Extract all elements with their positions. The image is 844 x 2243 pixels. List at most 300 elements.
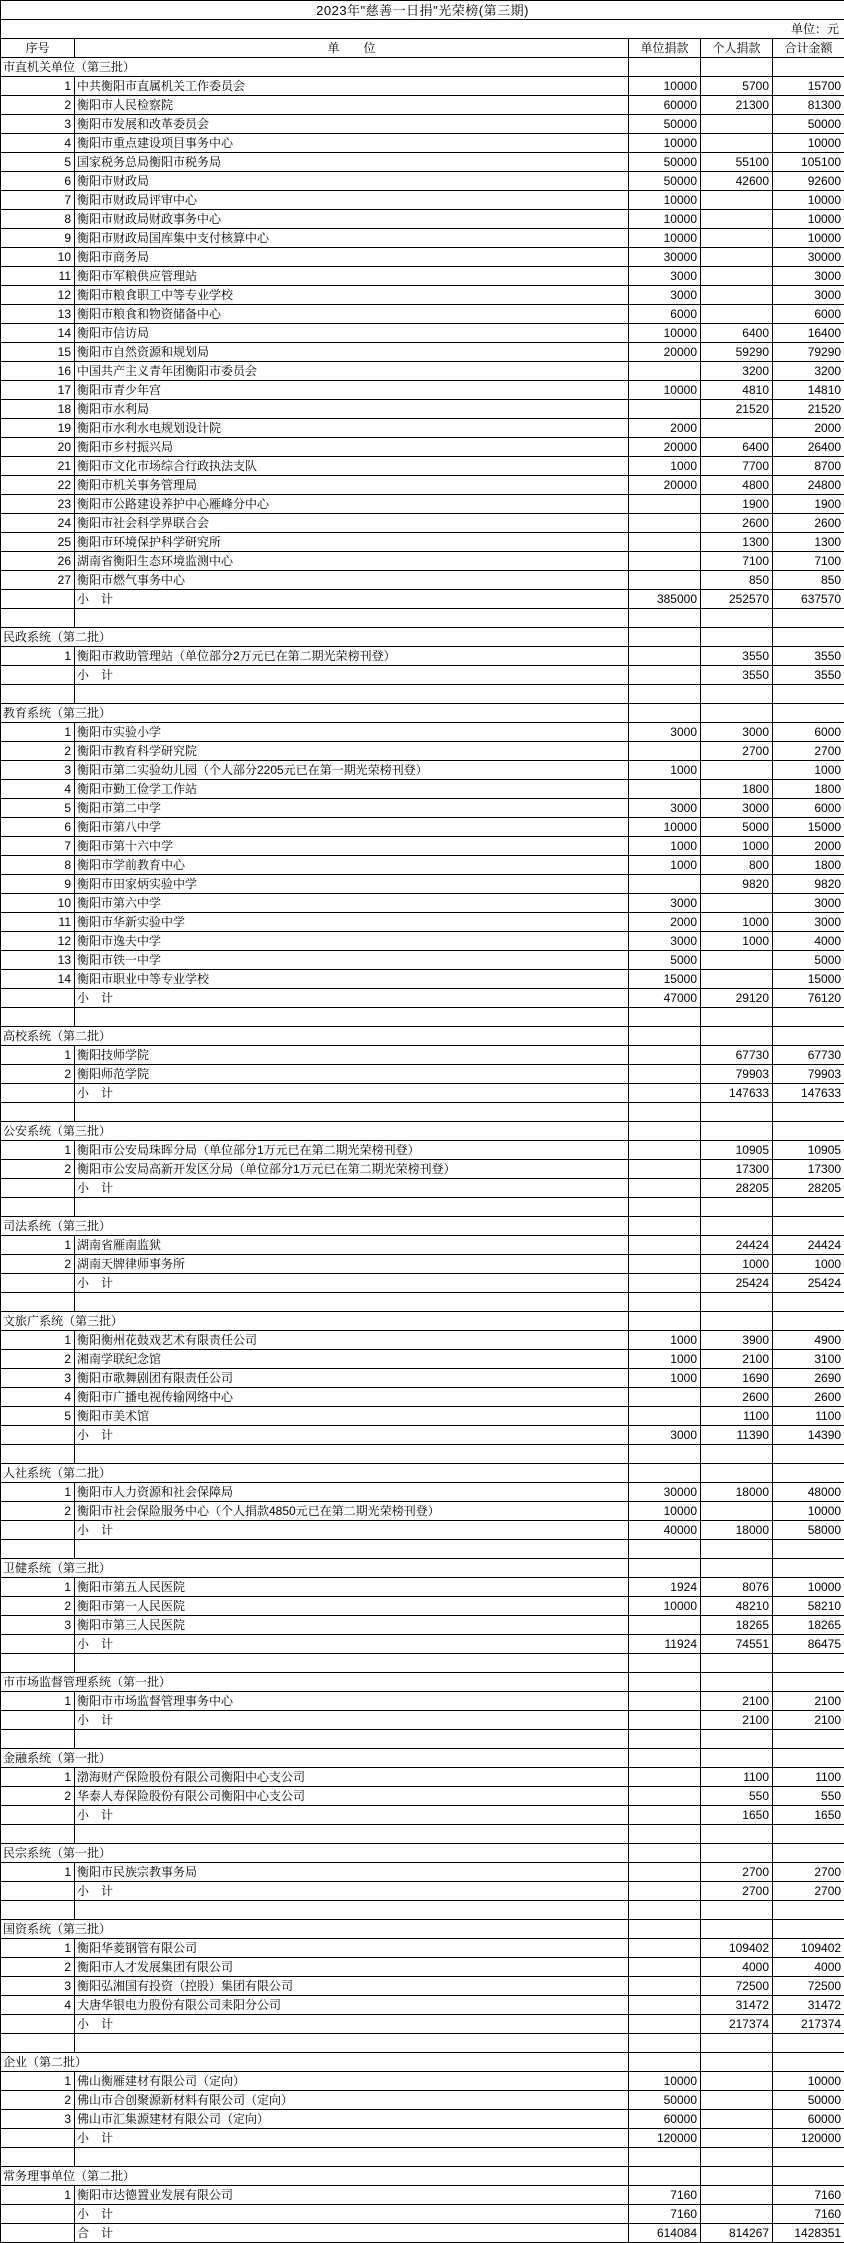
empty-total-cell [773, 1445, 844, 1464]
total-cell: 3000 [773, 894, 844, 913]
unit-note-row [1, 20, 844, 39]
unit-name-cell: 衡阳市第一人民医院 [75, 1597, 629, 1616]
subtotal-total-cell: 86475 [773, 1635, 844, 1654]
subtotal-total-cell: 2700 [773, 1882, 844, 1901]
table-row [1, 1939, 844, 1958]
total-cell: 3100 [773, 1350, 844, 1369]
empty-personal-donation-cell [701, 1445, 773, 1464]
empty-unit-cell [75, 685, 629, 704]
empty-unit-cell [75, 2034, 629, 2053]
table-row [1, 1977, 844, 1996]
personal-donation-cell: 1900 [701, 495, 773, 514]
subtotal-org-cell [629, 2015, 701, 2034]
total-cell: 6000 [773, 799, 844, 818]
subtotal-personal-cell [701, 2129, 773, 2148]
subtotal-personal-cell: 147633 [701, 1084, 773, 1103]
table-row [1, 932, 844, 951]
empty-unit-cell [75, 1445, 629, 1464]
empty-personal-donation-cell [701, 1217, 773, 1236]
col-header-index: 序号 [1, 39, 75, 58]
empty-index-cell [1, 1084, 75, 1103]
empty-org-donation-cell [629, 1464, 701, 1483]
total-cell: 18265 [773, 1616, 844, 1635]
total-cell: 10905 [773, 1141, 844, 1160]
org-donation-cell: 10000 [629, 381, 701, 400]
total-cell: 2700 [773, 742, 844, 761]
subtotal-personal-cell: 28205 [701, 1179, 773, 1198]
personal-donation-cell: 5000 [701, 818, 773, 837]
unit-name-cell: 渤海财产保险股份有限公司衡阳中心支公司 [75, 1768, 629, 1787]
empty-index-cell [1, 1293, 75, 1312]
total-cell: 9820 [773, 875, 844, 894]
table-row [1, 286, 844, 305]
empty-org-donation-cell [629, 609, 701, 628]
empty-index-cell [1, 1426, 75, 1445]
empty-total-cell [773, 1825, 844, 1844]
index-cell: 10 [1, 894, 75, 913]
org-donation-cell: 1000 [629, 1369, 701, 1388]
col-header-total-amount: 合计金额 [773, 39, 844, 58]
empty-personal-donation-cell [701, 1464, 773, 1483]
table-row [1, 77, 844, 96]
grand-total-personal-cell: 814267 [701, 2224, 773, 2243]
index-cell: 5 [1, 799, 75, 818]
personal-donation-cell: 67730 [701, 1046, 773, 1065]
table-row [1, 894, 844, 913]
empty-unit-cell [75, 1901, 629, 1920]
subtotal-label-cell: 小 计 [75, 2205, 629, 2224]
empty-unit-cell [75, 1198, 629, 1217]
table-row [1, 723, 844, 742]
table-row [1, 134, 844, 153]
subtotal-label-cell: 小 计 [75, 1521, 629, 1540]
index-cell: 5 [1, 1407, 75, 1426]
section-header-row [1, 1559, 844, 1578]
unit-name-cell: 衡阳市实验小学 [75, 723, 629, 742]
personal-donation-cell: 9820 [701, 875, 773, 894]
empty-total-cell [773, 1198, 844, 1217]
index-cell: 4 [1, 780, 75, 799]
table-row [1, 248, 844, 267]
personal-donation-cell: 21520 [701, 400, 773, 419]
org-donation-cell: 60000 [629, 96, 701, 115]
empty-total-cell [773, 1844, 844, 1863]
unit-name-cell: 衡阳市财政局国库集中支付核算中心 [75, 229, 629, 248]
index-cell: 6 [1, 172, 75, 191]
personal-donation-cell: 10905 [701, 1141, 773, 1160]
index-cell: 8 [1, 210, 75, 229]
org-donation-cell: 2000 [629, 913, 701, 932]
total-cell: 1800 [773, 856, 844, 875]
personal-donation-cell: 42600 [701, 172, 773, 191]
unit-name-cell: 衡阳市财政局评审中心 [75, 191, 629, 210]
total-cell: 21520 [773, 400, 844, 419]
personal-donation-cell: 59290 [701, 343, 773, 362]
spacer-row [1, 2148, 844, 2167]
personal-donation-cell: 6400 [701, 324, 773, 343]
personal-donation-cell: 2700 [701, 1863, 773, 1882]
personal-donation-cell: 1000 [701, 837, 773, 856]
empty-org-donation-cell [629, 1312, 701, 1331]
org-donation-cell: 50000 [629, 115, 701, 134]
empty-total-cell [773, 1103, 844, 1122]
personal-donation-cell: 6400 [701, 438, 773, 457]
org-donation-cell: 1000 [629, 837, 701, 856]
total-cell: 10000 [773, 134, 844, 153]
table-row [1, 875, 844, 894]
subtotal-row [1, 1179, 844, 1198]
empty-unit-cell [75, 1008, 629, 1027]
index-cell: 1 [1, 1939, 75, 1958]
index-cell: 2 [1, 1160, 75, 1179]
personal-donation-cell: 2100 [701, 1692, 773, 1711]
unit-name-cell: 大唐华银电力股份有限公司耒阳分公司 [75, 1996, 629, 2015]
personal-donation-cell: 72500 [701, 1977, 773, 1996]
section-title: 人社系统（第二批） [1, 1464, 629, 1483]
empty-org-donation-cell [629, 1103, 701, 1122]
personal-donation-cell: 1000 [701, 913, 773, 932]
total-cell: 3550 [773, 647, 844, 666]
table-row [1, 1578, 844, 1597]
org-donation-cell: 20000 [629, 476, 701, 495]
index-cell: 15 [1, 343, 75, 362]
table-row [1, 552, 844, 571]
spacer-row [1, 1293, 844, 1312]
empty-total-cell [773, 609, 844, 628]
empty-org-donation-cell [629, 1825, 701, 1844]
personal-donation-cell: 3000 [701, 723, 773, 742]
subtotal-total-cell: 120000 [773, 2129, 844, 2148]
table-row [1, 1255, 844, 1274]
unit-name-cell: 衡阳市第五人民医院 [75, 1578, 629, 1597]
unit-name-cell: 衡阳市勤工俭学工作站 [75, 780, 629, 799]
org-donation-cell: 3000 [629, 286, 701, 305]
unit-name-cell: 衡阳市财政局财政事务中心 [75, 210, 629, 229]
personal-donation-cell [701, 761, 773, 780]
subtotal-org-cell: 3000 [629, 1426, 701, 1445]
total-cell: 15000 [773, 970, 844, 989]
empty-index-cell [1, 989, 75, 1008]
subtotal-label-cell: 小 计 [75, 590, 629, 609]
empty-personal-donation-cell [701, 1749, 773, 1768]
empty-total-cell [773, 1027, 844, 1046]
empty-total-cell [773, 1654, 844, 1673]
empty-org-donation-cell [629, 58, 701, 77]
table-row [1, 1502, 844, 1521]
empty-unit-cell [75, 1730, 629, 1749]
empty-personal-donation-cell [701, 2148, 773, 2167]
empty-personal-donation-cell [701, 1008, 773, 1027]
empty-unit-cell [75, 2148, 629, 2167]
unit-name-cell: 衡阳技师学院 [75, 1046, 629, 1065]
unit-name-cell: 衡阳市广播电视传输网络中心 [75, 1388, 629, 1407]
org-donation-cell: 10000 [629, 1597, 701, 1616]
empty-total-cell [773, 58, 844, 77]
unit-name-cell: 佛山市合创聚源新材料有限公司（定向） [75, 2091, 629, 2110]
table-row [1, 2110, 844, 2129]
table-row [1, 1369, 844, 1388]
org-donation-cell: 3000 [629, 723, 701, 742]
org-donation-cell: 10000 [629, 1502, 701, 1521]
grand-total-org-cell: 614084 [629, 2224, 701, 2243]
subtotal-total-cell: 2100 [773, 1711, 844, 1730]
section-title: 国资系统（第三批） [1, 1920, 629, 1939]
personal-donation-cell: 1100 [701, 1768, 773, 1787]
table-row [1, 571, 844, 590]
total-cell: 26400 [773, 438, 844, 457]
total-cell: 24800 [773, 476, 844, 495]
subtotal-label-cell: 小 计 [75, 2129, 629, 2148]
org-donation-cell [629, 647, 701, 666]
empty-unit-cell [75, 1540, 629, 1559]
empty-total-cell [773, 1901, 844, 1920]
empty-org-donation-cell [629, 1008, 701, 1027]
org-donation-cell: 1000 [629, 856, 701, 875]
total-cell: 79903 [773, 1065, 844, 1084]
unit-name-cell: 衡阳市燃气事务中心 [75, 571, 629, 590]
unit-name-cell: 衡阳市粮食职工中等专业学校 [75, 286, 629, 305]
subtotal-label-cell: 小 计 [75, 1179, 629, 1198]
unit-name-cell: 湖南省衡阳生态环境监测中心 [75, 552, 629, 571]
total-cell: 1300 [773, 533, 844, 552]
subtotal-total-cell: 217374 [773, 2015, 844, 2034]
personal-donation-cell [701, 2072, 773, 2091]
subtotal-row [1, 1882, 844, 1901]
personal-donation-cell: 31472 [701, 1996, 773, 2015]
empty-org-donation-cell [629, 1198, 701, 1217]
index-cell: 13 [1, 951, 75, 970]
table-row [1, 951, 844, 970]
subtotal-total-cell: 637570 [773, 590, 844, 609]
total-cell: 81300 [773, 96, 844, 115]
empty-personal-donation-cell [701, 1825, 773, 1844]
empty-index-cell [1, 2224, 75, 2243]
org-donation-cell [629, 1046, 701, 1065]
subtotal-label-cell: 小 计 [75, 1426, 629, 1445]
empty-index-cell [1, 1103, 75, 1122]
unit-name-cell: 衡阳市机关事务管理局 [75, 476, 629, 495]
unit-name-cell: 衡阳市商务局 [75, 248, 629, 267]
grand-total-label-cell: 合 计 [75, 2224, 629, 2243]
empty-index-cell [1, 1825, 75, 1844]
index-cell: 16 [1, 362, 75, 381]
table-row [1, 913, 844, 932]
subtotal-org-cell [629, 1179, 701, 1198]
subtotal-label-cell: 小 计 [75, 1635, 629, 1654]
total-cell: 10000 [773, 1502, 844, 1521]
table-row [1, 1160, 844, 1179]
unit-name-cell: 国家税务总局衡阳市税务局 [75, 153, 629, 172]
index-cell: 25 [1, 533, 75, 552]
total-cell: 4900 [773, 1331, 844, 1350]
empty-org-donation-cell [629, 2053, 701, 2072]
subtotal-org-cell: 385000 [629, 590, 701, 609]
empty-personal-donation-cell [701, 1293, 773, 1312]
org-donation-cell: 7160 [629, 2186, 701, 2205]
index-cell: 1 [1, 1483, 75, 1502]
empty-org-donation-cell [629, 2148, 701, 2167]
subtotal-row [1, 2015, 844, 2034]
table-row [1, 191, 844, 210]
empty-index-cell [1, 609, 75, 628]
empty-index-cell [1, 1179, 75, 1198]
table-row [1, 1350, 844, 1369]
subtotal-org-cell: 40000 [629, 1521, 701, 1540]
empty-total-cell [773, 1008, 844, 1027]
org-donation-cell [629, 1939, 701, 1958]
empty-org-donation-cell [629, 1027, 701, 1046]
personal-donation-cell: 109402 [701, 1939, 773, 1958]
personal-donation-cell [701, 115, 773, 134]
index-cell: 3 [1, 1369, 75, 1388]
empty-index-cell [1, 1635, 75, 1654]
subtotal-org-cell [629, 666, 701, 685]
index-cell: 5 [1, 153, 75, 172]
empty-total-cell [773, 1540, 844, 1559]
unit-name-cell: 衡阳市人力资源和社会保障局 [75, 1483, 629, 1502]
total-cell: 1800 [773, 780, 844, 799]
empty-org-donation-cell [629, 1540, 701, 1559]
subtotal-total-cell: 58000 [773, 1521, 844, 1540]
total-cell: 3000 [773, 286, 844, 305]
empty-index-cell [1, 1730, 75, 1749]
table-row [1, 2072, 844, 2091]
unit-name-cell: 湖南省雁南监狱 [75, 1236, 629, 1255]
empty-index-cell [1, 666, 75, 685]
org-donation-cell: 6000 [629, 305, 701, 324]
unit-name-cell: 衡阳市重点建设项目事务中心 [75, 134, 629, 153]
empty-total-cell [773, 628, 844, 647]
personal-donation-cell [701, 1502, 773, 1521]
index-cell: 1 [1, 2186, 75, 2205]
table-row [1, 799, 844, 818]
empty-personal-donation-cell [701, 1122, 773, 1141]
unit-name-cell: 衡阳市环境保护科学研究所 [75, 533, 629, 552]
empty-index-cell [1, 685, 75, 704]
personal-donation-cell: 3550 [701, 647, 773, 666]
empty-org-donation-cell [629, 704, 701, 723]
spacer-row [1, 2034, 844, 2053]
section-title: 文旅广系统（第三批） [1, 1312, 629, 1331]
total-cell: 50000 [773, 2091, 844, 2110]
subtotal-personal-cell [701, 2205, 773, 2224]
empty-personal-donation-cell [701, 2053, 773, 2072]
personal-donation-cell [701, 305, 773, 324]
org-donation-cell: 60000 [629, 2110, 701, 2129]
personal-donation-cell: 3000 [701, 799, 773, 818]
index-cell: 1 [1, 1331, 75, 1350]
subtotal-org-cell [629, 1274, 701, 1293]
index-cell: 1 [1, 2072, 75, 2091]
spacer-row [1, 1445, 844, 1464]
unit-name-cell: 衡阳市第三人民医院 [75, 1616, 629, 1635]
index-cell: 1 [1, 77, 75, 96]
total-cell: 8700 [773, 457, 844, 476]
unit-name-cell: 衡阳市第六中学 [75, 894, 629, 913]
subtotal-label-cell: 小 计 [75, 989, 629, 1008]
subtotal-org-cell: 7160 [629, 2205, 701, 2224]
total-cell: 92600 [773, 172, 844, 191]
subtotal-org-cell [629, 1882, 701, 1901]
section-header-row [1, 1749, 844, 1768]
empty-personal-donation-cell [701, 1559, 773, 1578]
empty-total-cell [773, 1920, 844, 1939]
empty-org-donation-cell [629, 1559, 701, 1578]
total-cell: 16400 [773, 324, 844, 343]
index-cell: 20 [1, 438, 75, 457]
empty-org-donation-cell [629, 1654, 701, 1673]
empty-unit-cell [75, 609, 629, 628]
table-row [1, 818, 844, 837]
unit-name-cell: 衡阳市文化市场综合行政执法支队 [75, 457, 629, 476]
index-cell: 27 [1, 571, 75, 590]
index-cell: 3 [1, 1977, 75, 1996]
unit-name-cell: 衡阳华菱钢管有限公司 [75, 1939, 629, 1958]
personal-donation-cell: 55100 [701, 153, 773, 172]
total-cell: 15700 [773, 77, 844, 96]
personal-donation-cell: 79903 [701, 1065, 773, 1084]
index-cell: 22 [1, 476, 75, 495]
unit-name-cell: 衡阳市水利局 [75, 400, 629, 419]
unit-name-cell: 衡阳市人才发展集团有限公司 [75, 1958, 629, 1977]
subtotal-total-cell: 28205 [773, 1179, 844, 1198]
subtotal-org-cell: 47000 [629, 989, 701, 1008]
org-donation-cell: 1000 [629, 761, 701, 780]
index-cell: 26 [1, 552, 75, 571]
total-cell: 2100 [773, 1692, 844, 1711]
personal-donation-cell [701, 267, 773, 286]
table-row [1, 514, 844, 533]
unit-name-cell: 衡阳市达德置业发展有限公司 [75, 2186, 629, 2205]
index-cell: 1 [1, 647, 75, 666]
unit-name-cell: 衡阳市第八中学 [75, 818, 629, 837]
org-donation-cell [629, 552, 701, 571]
org-donation-cell [629, 362, 701, 381]
total-cell: 2690 [773, 1369, 844, 1388]
personal-donation-cell [701, 210, 773, 229]
section-header-row [1, 2053, 844, 2072]
subtotal-org-cell: 120000 [629, 2129, 701, 2148]
subtotal-row [1, 1274, 844, 1293]
table-row [1, 1141, 844, 1160]
empty-personal-donation-cell [701, 1540, 773, 1559]
empty-org-donation-cell [629, 1901, 701, 1920]
personal-donation-cell [701, 894, 773, 913]
total-cell: 850 [773, 571, 844, 590]
personal-donation-cell: 21300 [701, 96, 773, 115]
table-row [1, 210, 844, 229]
table-row [1, 1046, 844, 1065]
org-donation-cell [629, 780, 701, 799]
table-row [1, 172, 844, 191]
subtotal-total-cell: 147633 [773, 1084, 844, 1103]
empty-personal-donation-cell [701, 1673, 773, 1692]
subtotal-row [1, 1711, 844, 1730]
empty-index-cell [1, 2205, 75, 2224]
spacer-row [1, 609, 844, 628]
org-donation-cell: 10000 [629, 818, 701, 837]
unit-name-cell: 衡阳市第二实验幼儿园（个人部分2205元已在第一期光荣榜刊登） [75, 761, 629, 780]
personal-donation-cell [701, 248, 773, 267]
subtotal-row [1, 1806, 844, 1825]
total-cell: 105100 [773, 153, 844, 172]
total-cell: 550 [773, 1787, 844, 1806]
personal-donation-cell: 48210 [701, 1597, 773, 1616]
org-donation-cell [629, 400, 701, 419]
personal-donation-cell: 4810 [701, 381, 773, 400]
empty-total-cell [773, 1749, 844, 1768]
personal-donation-cell: 18265 [701, 1616, 773, 1635]
